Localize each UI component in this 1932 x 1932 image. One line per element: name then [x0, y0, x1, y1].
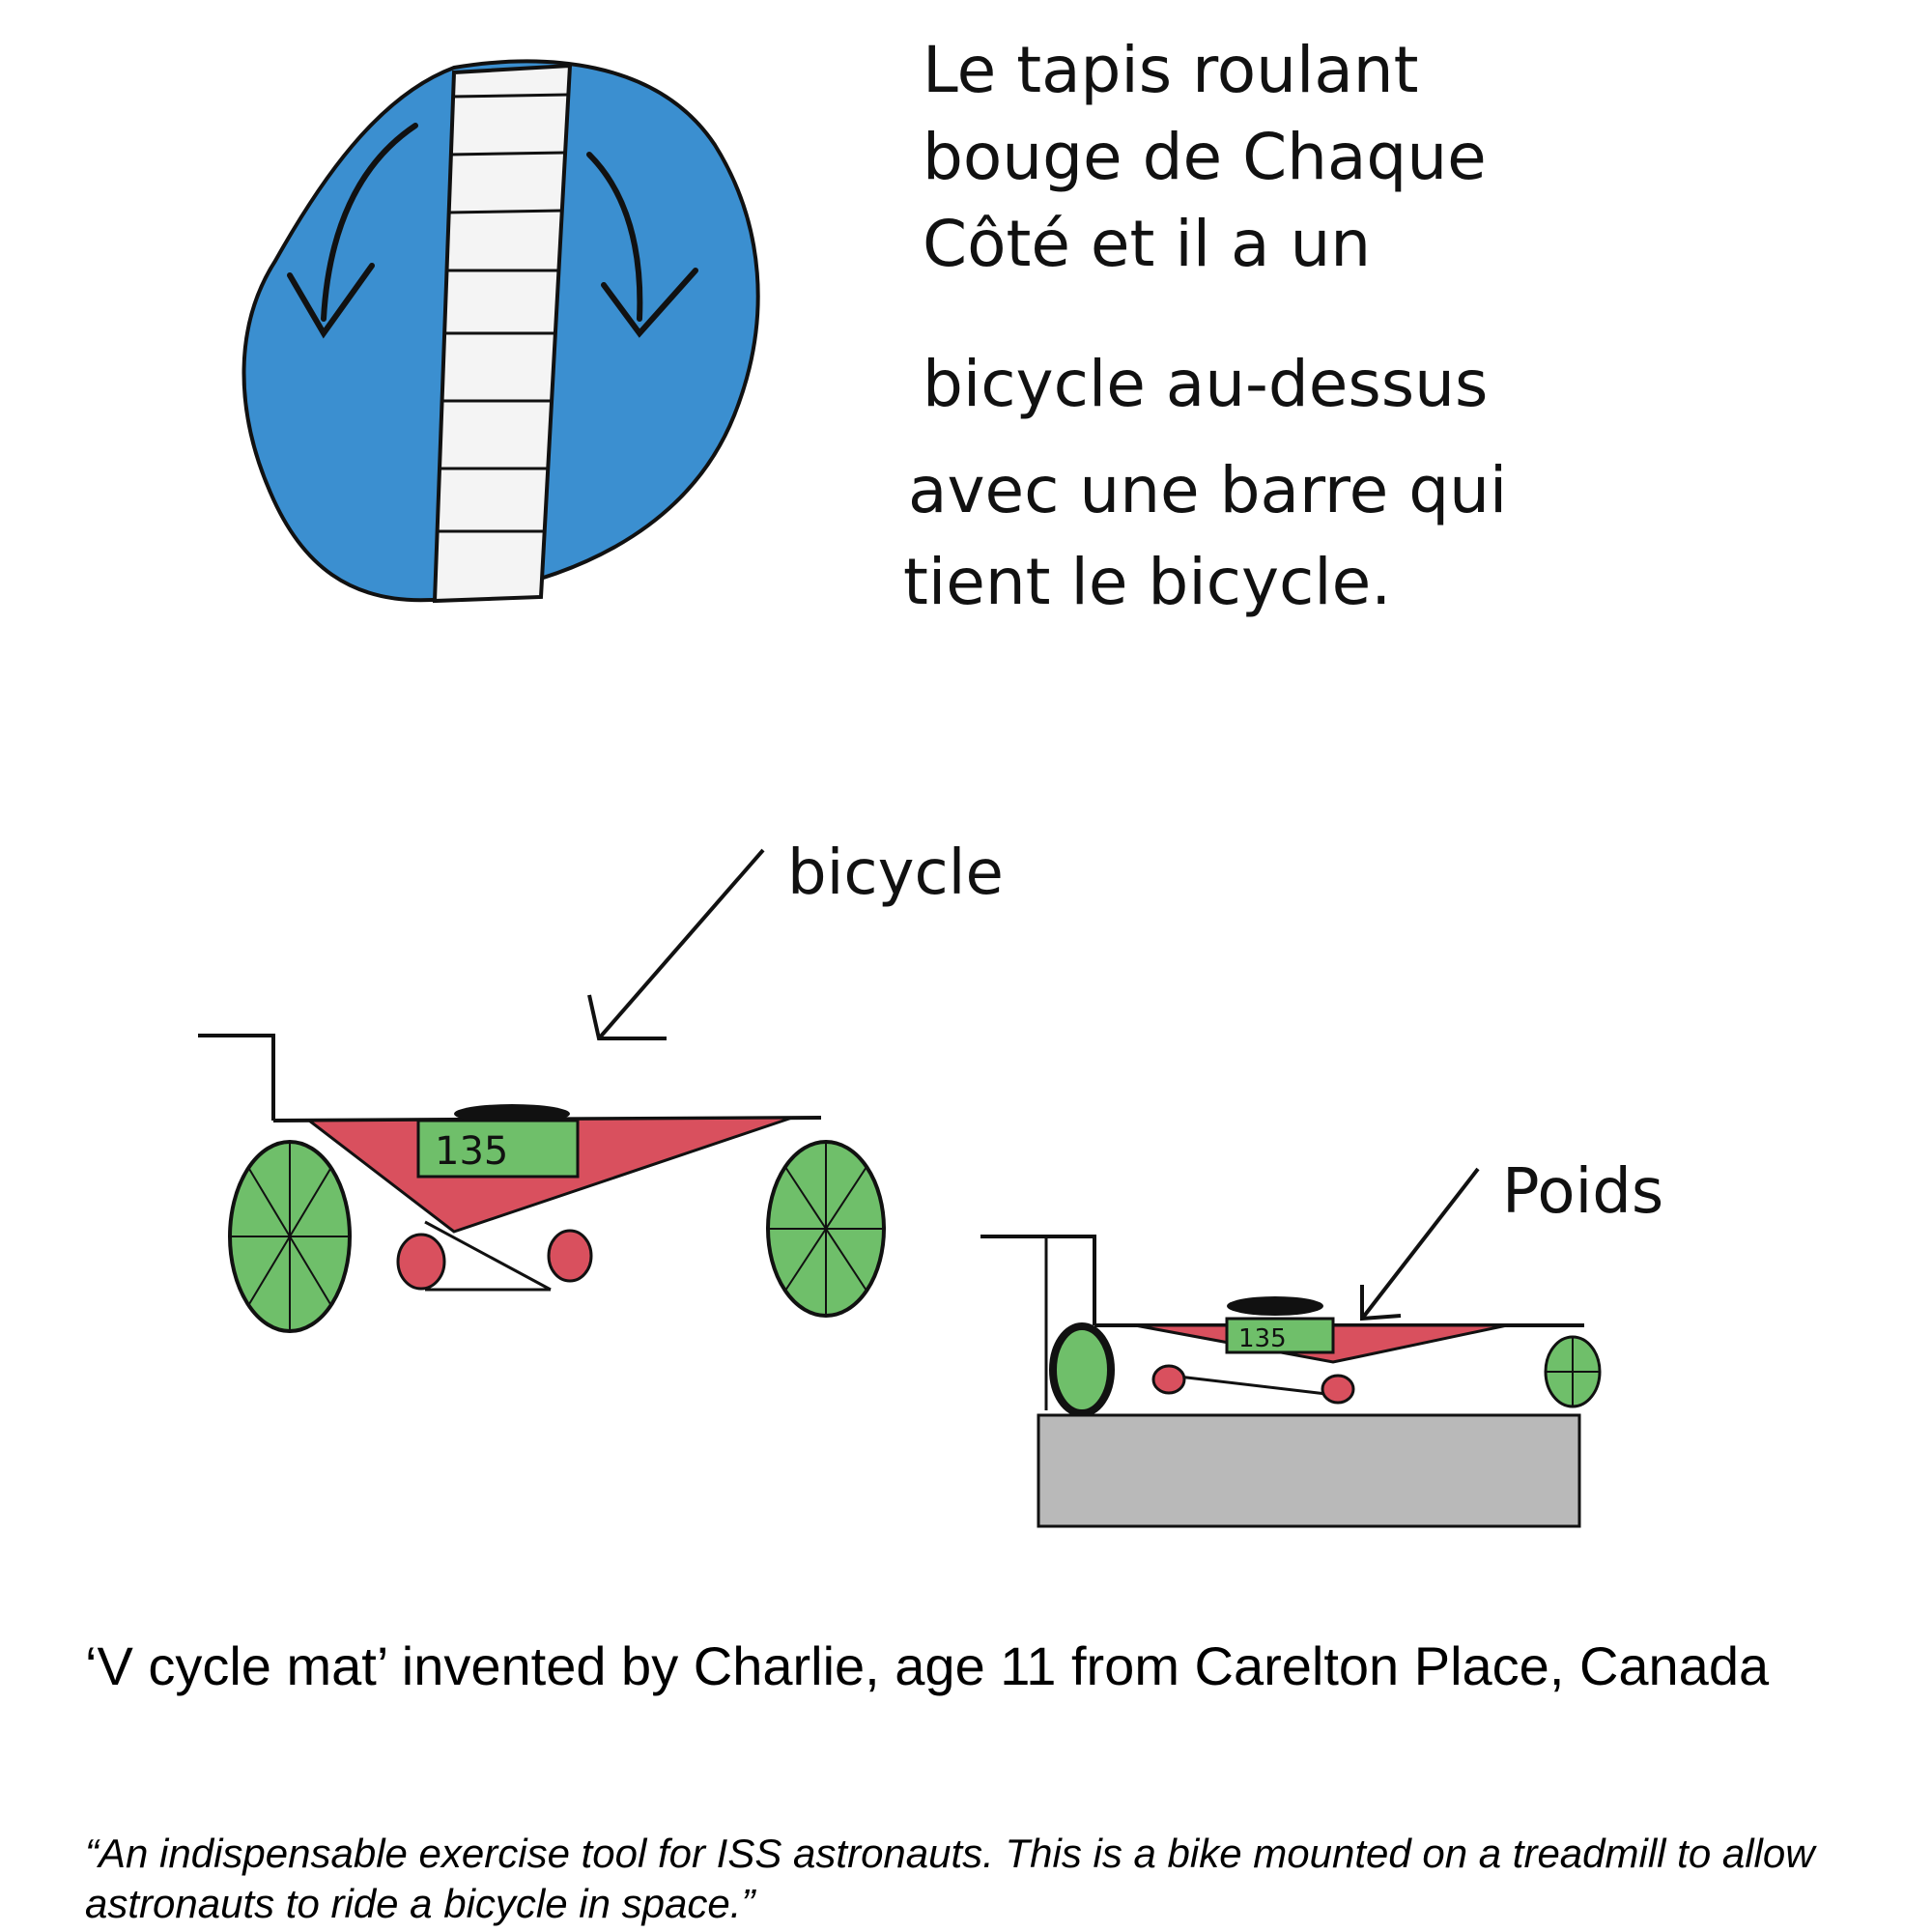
description-line-1: Le tapis roulant: [923, 33, 1419, 107]
description-line-2: bouge de Chaque: [923, 120, 1487, 194]
handwritten-description: [903, 33, 1507, 619]
label-poids: Poids: [1502, 1156, 1664, 1228]
description-line-6: tient le bicycle.: [903, 545, 1392, 619]
bicycle-drawing-large: [198, 1036, 884, 1331]
bicycle-on-treadmill: [980, 1236, 1600, 1526]
poids-pointer-arrow: [1362, 1169, 1478, 1319]
caption-title: ‘V cycle mat’ invented by Charlie, age 11 from Carelton Place, Canada: [85, 1635, 1770, 1696]
description-line-4: bicycle au-dessus: [923, 347, 1489, 421]
weight-number-small: 135: [1238, 1324, 1287, 1353]
weight-number-large: 135: [435, 1129, 509, 1174]
description-line-3: Côté et il a un: [923, 207, 1372, 281]
treadmill-base: [1038, 1415, 1579, 1526]
bicycle-pointer-arrow: [589, 850, 763, 1038]
treadmill-top-view: [244, 61, 758, 601]
caption-quote: “An indispensable exercise tool for ISS astronauts. This is a bike mounted on a treadmill to allow astronauts to ride a bicycle in space.”: [85, 1831, 1815, 1926]
description-line-5: avec une barre qui: [908, 453, 1508, 527]
label-bicycle: bicycle: [787, 838, 1004, 909]
